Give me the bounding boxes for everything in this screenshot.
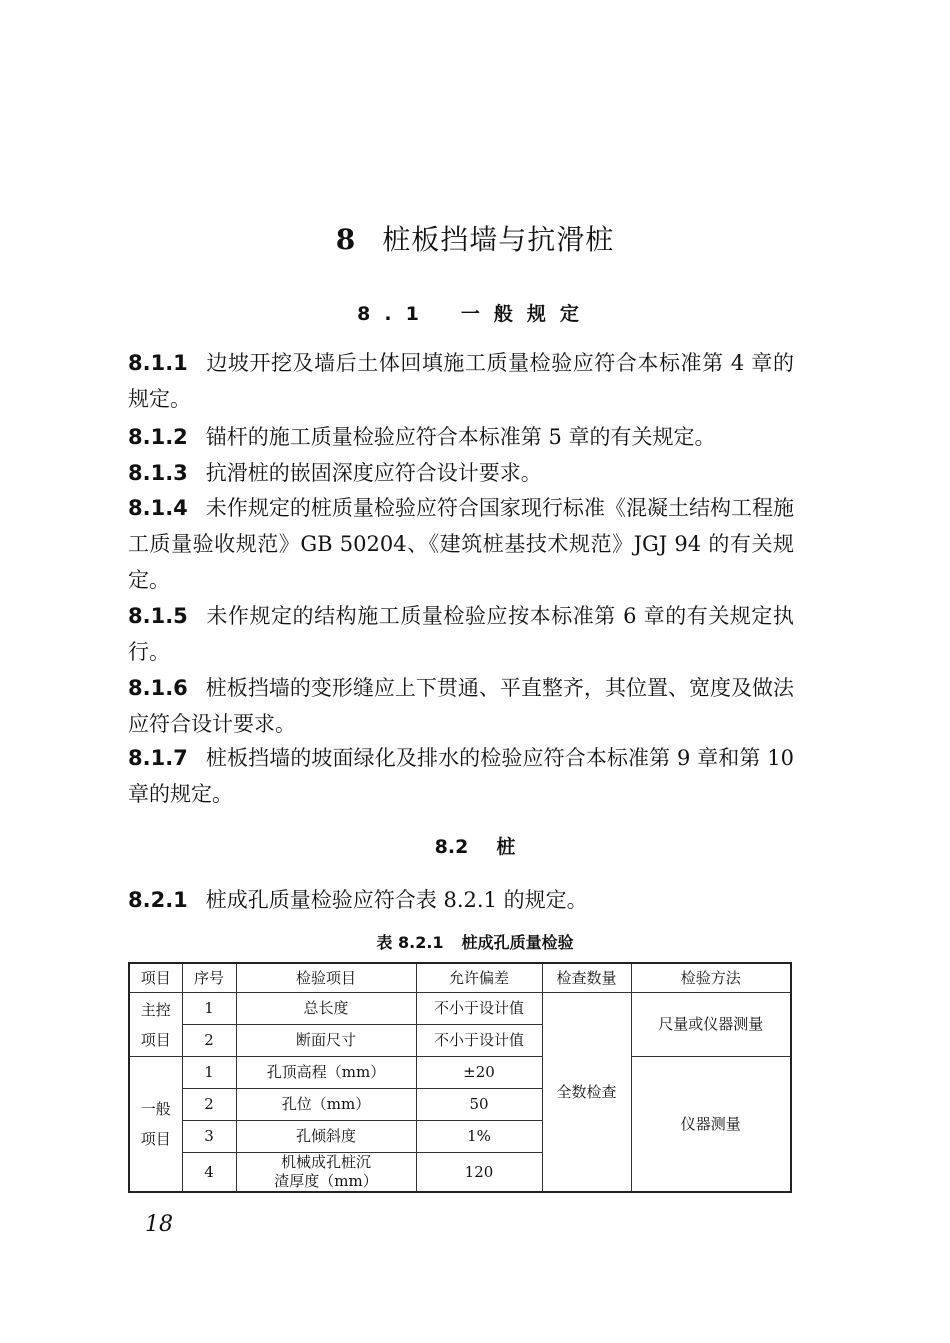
- row-item-cell: 总长度: [236, 993, 416, 1025]
- group-main-cell: 主控 项目: [129, 993, 182, 1057]
- clause-number: 8.1.3: [128, 461, 188, 485]
- clause-number: 8.1.7: [128, 746, 188, 770]
- clause-number: 8.1.5: [128, 604, 188, 628]
- section-title-text: 桩: [496, 836, 516, 858]
- clause-text: 边坡开挖及墙后土体回填施工质量检验应符合本标准第 4 章的规定。: [128, 351, 794, 411]
- clause-8-1-5: [128, 598, 794, 670]
- table-row: [129, 993, 791, 1025]
- row-tolerance-cell: 1%: [416, 1121, 542, 1153]
- clause-8-1-2: [128, 419, 794, 455]
- row-no-cell: 4: [182, 1153, 236, 1193]
- header-cell: 检验方法: [631, 963, 791, 993]
- row-no-cell: 1: [182, 1057, 236, 1089]
- page-number: 18: [145, 1212, 173, 1237]
- row-no-cell: 2: [182, 1089, 236, 1121]
- row-item-cell: 孔倾斜度: [236, 1121, 416, 1153]
- clause-text: 桩成孔质量检验应符合表 8.2.1 的规定。: [205, 888, 588, 912]
- clause-text: 未作规定的桩质量检验应符合国家现行标准《混凝土结构工程施工质量验收规范》GB 50204、《建筑桩基技术规范》JGJ 94 的有关规定。: [128, 496, 794, 592]
- header-cell: 允许偏差: [416, 963, 542, 993]
- row-tolerance-cell: 不小于设计值: [416, 1025, 542, 1057]
- clause-text: 未作规定的结构施工质量检验应按本标准第 6 章的有关规定执行。: [128, 604, 794, 664]
- row-tolerance-cell: ±20: [416, 1057, 542, 1089]
- row-tolerance-cell: 50: [416, 1089, 542, 1121]
- section-number: 8.2: [434, 836, 469, 858]
- clause-number: 8.1.4: [128, 496, 188, 520]
- section-number: 8.1: [357, 303, 433, 325]
- header-cell: 项目: [129, 963, 182, 993]
- clause-8-1-3: [128, 455, 794, 491]
- row-tolerance-cell: 不小于设计值: [416, 993, 542, 1025]
- chapter-number: 8: [335, 223, 357, 256]
- row-item-cell: 断面尺寸: [236, 1025, 416, 1057]
- group-general-cell: 一般 项目: [129, 1057, 182, 1193]
- clause-number: 8.2.1: [128, 888, 188, 912]
- table-row: [129, 1057, 791, 1089]
- chapter-title: [0, 218, 950, 258]
- table-header-row: [129, 963, 791, 993]
- table-caption: [0, 930, 950, 953]
- section-title-8-2: [0, 832, 950, 859]
- clause-8-1-4: [128, 490, 794, 598]
- clause-8-1-6: [128, 670, 794, 742]
- clause-8-2-1: [128, 882, 794, 918]
- row-no-cell: 3: [182, 1121, 236, 1153]
- clause-number: 8.1.1: [128, 351, 188, 375]
- table-caption-title: 桩成孔质量检验: [461, 933, 574, 952]
- method-main-cell: 尺量或仪器测量: [631, 993, 791, 1057]
- section-title-text: 一般规定: [460, 303, 593, 325]
- row-item-cell: 孔顶高程（mm）: [236, 1057, 416, 1089]
- method-general-cell: 仪器测量: [631, 1057, 791, 1193]
- clause-text: 锚杆的施工质量检验应符合本标准第 5 章的有关规定。: [205, 425, 716, 449]
- row-no-cell: 2: [182, 1025, 236, 1057]
- row-item-cell: 孔位（mm）: [236, 1089, 416, 1121]
- clause-text: 桩板挡墙的变形缝应上下贯通、平直整齐，其位置、宽度及做法应符合设计要求。: [128, 676, 794, 736]
- row-no-cell: 1: [182, 993, 236, 1025]
- section-title-8-1: [0, 299, 950, 326]
- clause-text: 抗滑桩的嵌固深度应符合设计要求。: [205, 461, 542, 485]
- header-cell: 检验项目: [236, 963, 416, 993]
- table-caption-number: 表 8.2.1: [376, 933, 444, 952]
- quality-table: [128, 962, 792, 1193]
- clause-text: 桩板挡墙的坡面绿化及排水的检验应符合本标准第 9 章和第 10 章的规定。: [128, 746, 794, 806]
- row-tolerance-cell: 120: [416, 1153, 542, 1193]
- clause-8-1-7: [128, 740, 794, 812]
- check-quantity-cell: 全数检查: [542, 993, 631, 1193]
- row-item-cell: 机械成孔桩沉 渣厚度（mm）: [236, 1153, 416, 1193]
- chapter-title-text: 桩板挡墙与抗滑桩: [382, 223, 615, 256]
- header-cell: 检查数量: [542, 963, 631, 993]
- clause-number: 8.1.6: [128, 676, 188, 700]
- clause-8-1-1: [128, 345, 794, 417]
- header-cell: 序号: [182, 963, 236, 993]
- clause-number: 8.1.2: [128, 425, 188, 449]
